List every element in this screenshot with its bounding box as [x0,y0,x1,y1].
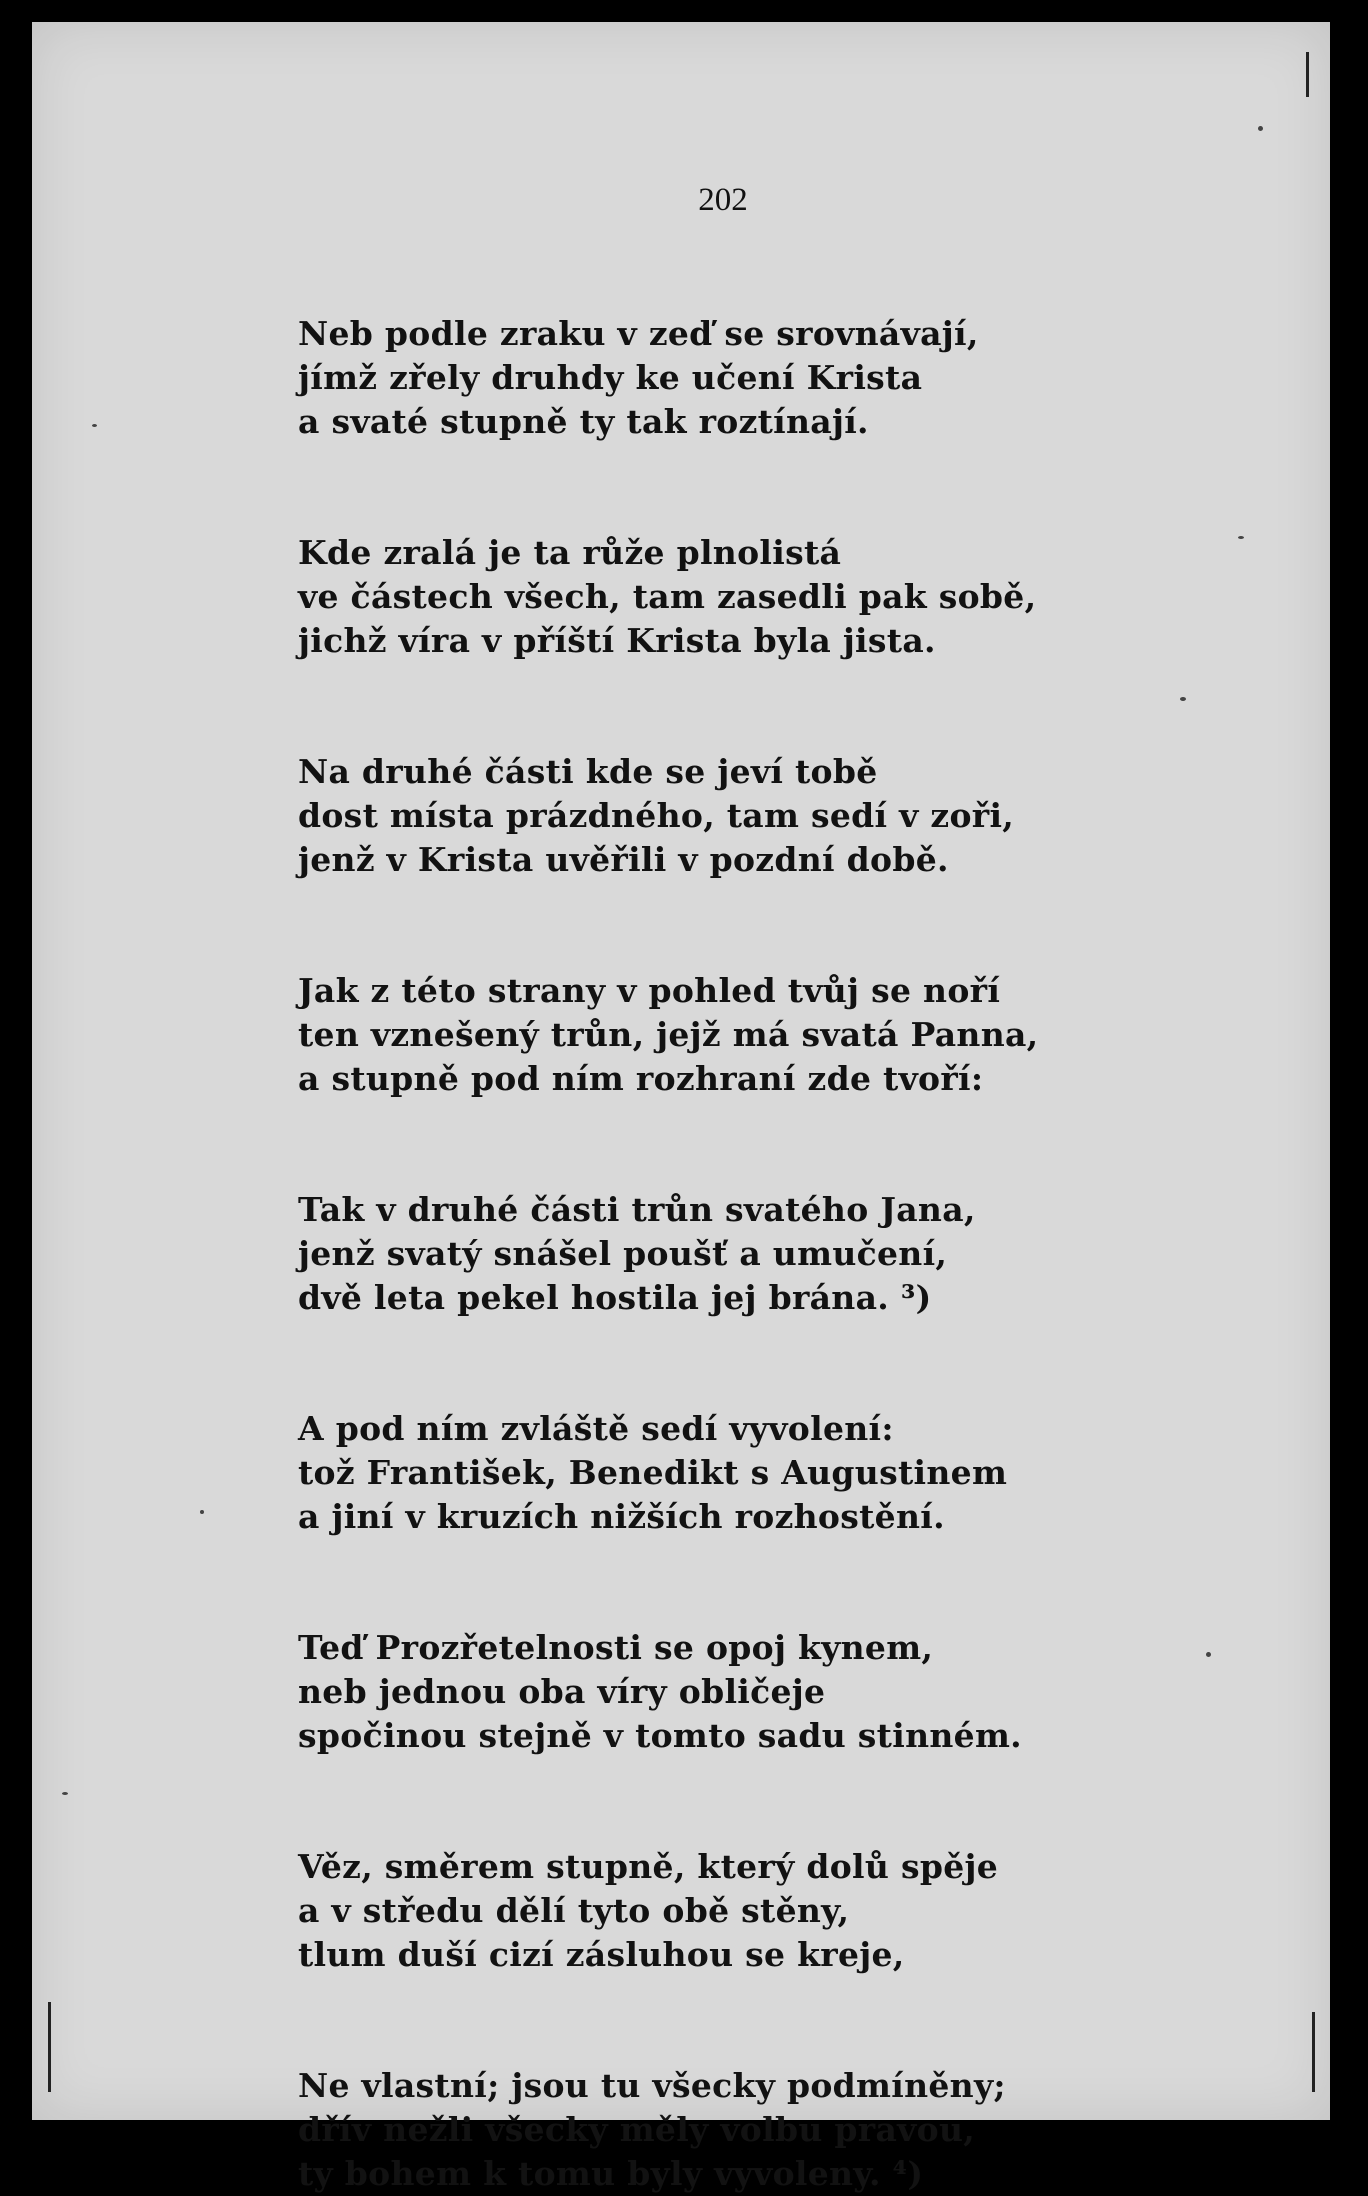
verse-line: Ne vlastní; jsou tu všecky podmíněny; [298,2066,1006,2105]
scan-speck [200,1510,204,1514]
verse-line: jenž svatý snášel poušť a umučení, [298,1234,948,1273]
verse-line: Věz, směrem stupně, který dolů spěje [298,1847,999,1886]
stanza [298,312,1198,444]
verse-line: ten vznešený trůn, jejž má svatá Panna, [298,1015,1039,1054]
verse-line: Na druhé části kde se jeví tobě [298,752,878,791]
verse-line: Teď Prozřetelnosti se opoj kynem, [298,1628,934,1667]
book-page [32,22,1330,2193]
verse-line: a v středu dělí tyto obě stěny, [298,1891,850,1930]
verse-line: A pod ním zvláště sedí vyvolení: [298,1409,894,1448]
verse-line: Kde zralá je ta růže plnolistá [298,533,842,572]
verse-line: tož František, Benedikt s Augustinem [298,1453,1008,1492]
verse-line: dvě leta pekel hostila jej brána. ³) [298,1278,932,1317]
scan-mark [1306,52,1309,97]
verse-line: tlum duší cizí zásluhou se kreje, [298,1935,905,1974]
stanza [298,1188,1198,1320]
page-number: 202 [698,182,748,218]
stanza [298,2064,1198,2196]
verse-line: Tak v druhé části trůn svatého Jana, [298,1190,976,1229]
verse-line: Jak z této strany v pohled tvůj se noří [298,971,1001,1010]
stanza [298,531,1198,663]
verse-line: jichž víra v příští Krista byla jista. [298,621,936,660]
scan-mark [1312,2012,1315,2092]
verse-line: a svaté stupně ty tak roztínají. [298,402,869,441]
verse-line: ve částech všech, tam zasedli pak sobě, [298,577,1037,616]
verse-line: neb jednou oba víry obličeje [298,1672,826,1711]
verse-line: jenž v Krista uvěřili v pozdní době. [298,840,949,879]
verse-line: ty bohem k tomu byly vyvoleny. ⁴) [298,2154,924,2193]
scan-speck [1238,536,1244,539]
poem-text [298,312,1198,2196]
scan-speck [92,424,97,427]
verse-line: jímž zřely druhdy ke učení Krista [298,358,923,397]
scan-speck [62,1792,68,1795]
stanza [298,750,1198,882]
scan-speck [1206,1652,1211,1657]
stanza [298,969,1198,1101]
scan-speck [1258,126,1263,131]
verse-line: Neb podle zraku v zeď se srovnávají, [298,314,979,353]
verse-line: a jiní v kruzích nižších rozhostění. [298,1497,945,1536]
scan-mark [48,2002,51,2092]
verse-line: spočinou stejně v tomto sadu stinném. [298,1716,1022,1755]
verse-line: dost místa prázdného, tam sedí v zoři, [298,796,1015,835]
verse-line: a stupně pod ním rozhraní zde tvoří: [298,1059,984,1098]
stanza [298,1845,1198,1977]
scan-speck [1180,697,1186,701]
stanza [298,1407,1198,1539]
verse-line: dřív nežli všecky měly volbu pravou, [298,2110,976,2149]
stanza [298,1626,1198,1758]
